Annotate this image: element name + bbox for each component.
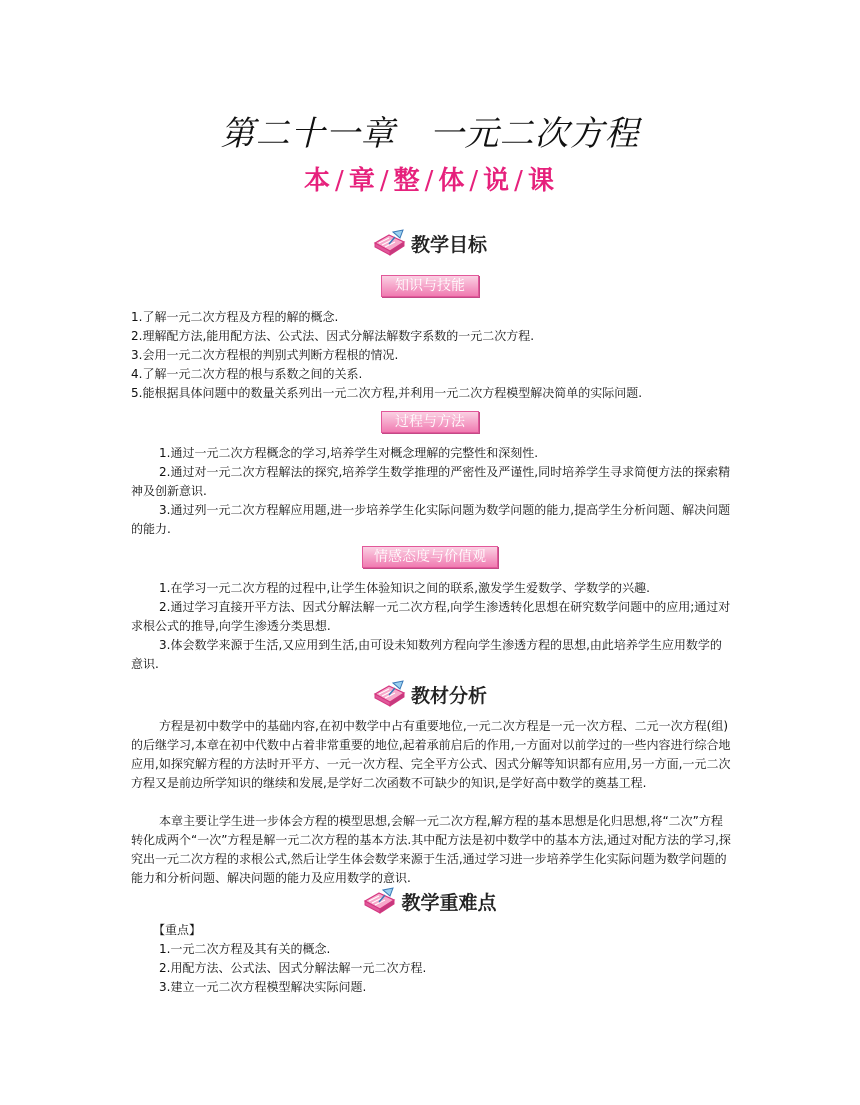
emotion-item: 3.体会数学来源于生活,又应用到生活,由可设未知数列方程向学生渗透方程的思想,由此培养学生应用数学的意识. [131, 638, 722, 671]
banner-char: 整 [393, 166, 422, 196]
knowledge-item: 1.了解一元二次方程及方程的解的概念. [131, 310, 339, 324]
section-title: 教材分析 [410, 684, 487, 707]
chapter-number: 第二十一章 [220, 114, 396, 154]
process-item: 2.通过对一元二次方程解法的探究,培养学生数学推理的严密性及严谨性,同时培养学生寻求简便方法的探索精神及创新意识. [131, 465, 731, 498]
key-difficult-points-heading [0, 886, 860, 916]
knowledge-item: 4.了解一元二次方程的根与系数之间的关系. [131, 367, 363, 381]
tag-knowledge-skills: 知识与技能 [381, 275, 479, 297]
keypoint-item: 2.用配方法、公式法、因式分解法解一元二次方程. [159, 961, 427, 975]
process-item: 3.通过列一元二次方程解应用题,进一步培养学生化实际问题为数学问题的能力,提高学生分析问题、解决问题的能力. [131, 503, 731, 536]
section-title: 教学重难点 [401, 891, 497, 914]
material-analysis-heading [0, 679, 860, 709]
banner-char: 章 [348, 166, 377, 196]
teaching-goals-heading [0, 228, 860, 258]
keypoint-item: 1.一元二次方程及其有关的概念. [159, 942, 331, 956]
notebook-pen-icon [373, 229, 407, 257]
knowledge-item: 3.会用一元二次方程根的判别式判断方程根的情况. [131, 348, 399, 362]
emotion-item: 1.在学习一元二次方程的过程中,让学生体验知识之间的联系,激发学生爱数学、学数学的兴趣. [159, 581, 650, 595]
analysis-paragraph: 方程是初中数学中的基础内容,在初中数学中占有重要地位,一元二次方程是一元一次方程、二元一次方程(组)的后继学习,本章在初中代数中占着非常重要的地位,起着承前启后的作用,一方面对以前学过的一些内容进行综合地应用,如探究解方程的方法时开平方、一元一次方程、完全平方公式、因式分解等知识都有应用,另一方面,一元二次方程又是前边所学知识的继续和发展,是学好二次函数不可缺少的知识,是学好高中数学的奠基工程. [131, 719, 731, 790]
knowledge-item: 5.能根据具体问题中的数量关系列出一元二次方程,并利用一元二次方程模型解决简单的实际问题. [131, 386, 643, 400]
knowledge-item: 2.理解配方法,能用配方法、公式法、因式分解法解数字系数的一元二次方程. [131, 329, 535, 343]
banner-char: 本 [304, 166, 333, 196]
chapter-title [0, 106, 860, 155]
analysis-paragraph: 本章主要让学生进一步体会方程的模型思想,会解一元二次方程,解方程的基本思想是化归思想,将“二次”方程转化成两个“一次”方程是解一元二次方程的基本方法.其中配方法是初中数学中的基本方法,通过对配方法的学习,探究出一元二次方程的求根公式,然后让学生体会数学来源于生活,通过学习进一步培养学生化实际问题为数学问题的能力和分析问题、解决问题的能力及应用数学的意识. [131, 814, 731, 885]
tag-process-methods: 过程与方法 [381, 411, 479, 433]
banner-char: 说 [483, 166, 512, 196]
keypoint-item: 3.建立一元二次方程模型解决实际问题. [159, 980, 367, 994]
emotion-item: 2.通过学习直接开平方法、因式分解法解一元二次方程,向学生渗透转化思想在研究数学问题中的应用;通过对求根公式的推导,向学生渗透分类思想. [131, 600, 731, 633]
notebook-pen-icon [363, 887, 397, 915]
tag-emotion-values: 情感态度与价值观 [362, 546, 498, 568]
keypoints-heading: 【重点】 [153, 923, 202, 937]
notebook-pen-icon [373, 680, 407, 708]
process-item: 1.通过一元二次方程概念的学习,培养学生对概念理解的完整性和深刻性. [159, 446, 539, 460]
banner-char: 体 [438, 166, 467, 196]
chapter-banner: 本 / 章 / 整 / 体 / 说 / 课 [304, 166, 556, 196]
banner-char: 课 [527, 166, 556, 196]
chapter-name: 一元二次方程 [429, 114, 640, 154]
section-title: 教学目标 [410, 233, 487, 256]
